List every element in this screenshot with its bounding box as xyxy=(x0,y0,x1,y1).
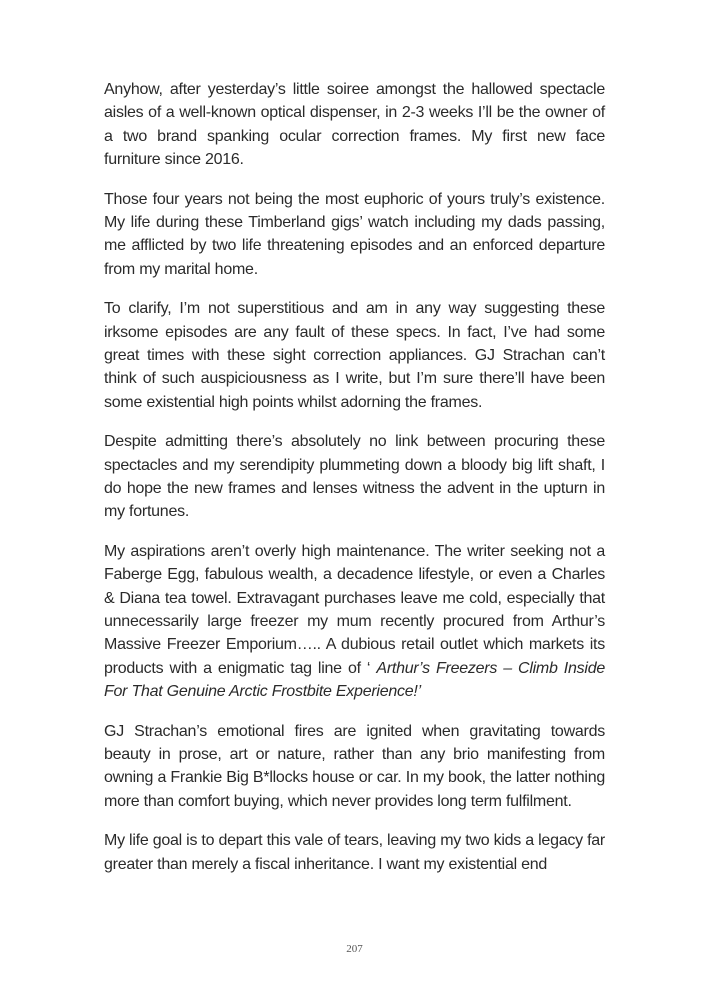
paragraph-6-text: GJ Strachan’s emotional fires are ignited when gravitating towards beauty in prose, art or nature, rather than any brio manifesting from owning a Frankie Big B*llocks house or car. In my book, the latter nothing more than comfort buying, which never provides long term fulfilment. xyxy=(104,722,605,810)
paragraph-2 xyxy=(104,188,605,281)
paragraph-4-text: Despite admitting there’s absolutely no link between procuring these spectacles and my serendipity plummeting down a bloody big lift shaft, I do hope the new frames and lenses witness the advent in the upturn in my fortunes. xyxy=(104,433,605,521)
paragraph-2-text: Those four years not being the most euphoric of yours truly’s existence. My life during these Timberland gigs’ watch including my dads passing, me afflicted by two life threatening episodes and an enforced departure from my marital home. xyxy=(104,190,605,278)
paragraph-6 xyxy=(104,720,605,813)
page-number: 207 xyxy=(346,943,363,955)
paragraph-7 xyxy=(104,829,605,876)
paragraph-3 xyxy=(104,297,605,413)
paragraph-1-text: Anyhow, after yesterday’s little soiree amongst the hallowed spectacle aisles of a well-known optical dispenser, in 2-3 weeks I’ll be the owner of a two brand spanking ocular correction frames. My first new face furniture since 2016. xyxy=(104,81,605,168)
paragraph-1 xyxy=(104,78,605,171)
page-body xyxy=(104,78,605,892)
paragraph-5-italic-tagline: Arthur’s Freezers – Climb Inside For That Genuine Arctic Frostbite Experience!’ xyxy=(104,659,605,700)
paragraph-3-text: To clarify, I’m not superstitious and am in any way suggesting these irksome episodes are any fault of these specs. In fact, I’ve had some great times with these sight correction appliances. GJ Strachan can’t think of such auspiciousness as I write, but I’m sure there’ll have been some existential high points whilst adorning the frames. xyxy=(104,300,605,411)
paragraph-4 xyxy=(104,430,605,523)
paragraph-5 xyxy=(104,540,605,703)
paragraph-5-text: My aspirations aren’t overly high maintenance. The writer seeking not a Faberge Egg, fabulous wealth, a decadence lifestyle, or even a Charles & Diana tea towel. Extravagant purchases leave me cold, especially that unnecessarily large freezer my mum recently procured from Arthur’s Massive Freezer Emporium….. A dubious retail outlet which markets its products with a enigmatic tag line of ‘ xyxy=(104,543,605,677)
paragraph-7-text: My life goal is to depart this vale of tears, leaving my two kids a legacy far greater than merely a fiscal inheritance. I want my existential end xyxy=(104,832,605,873)
